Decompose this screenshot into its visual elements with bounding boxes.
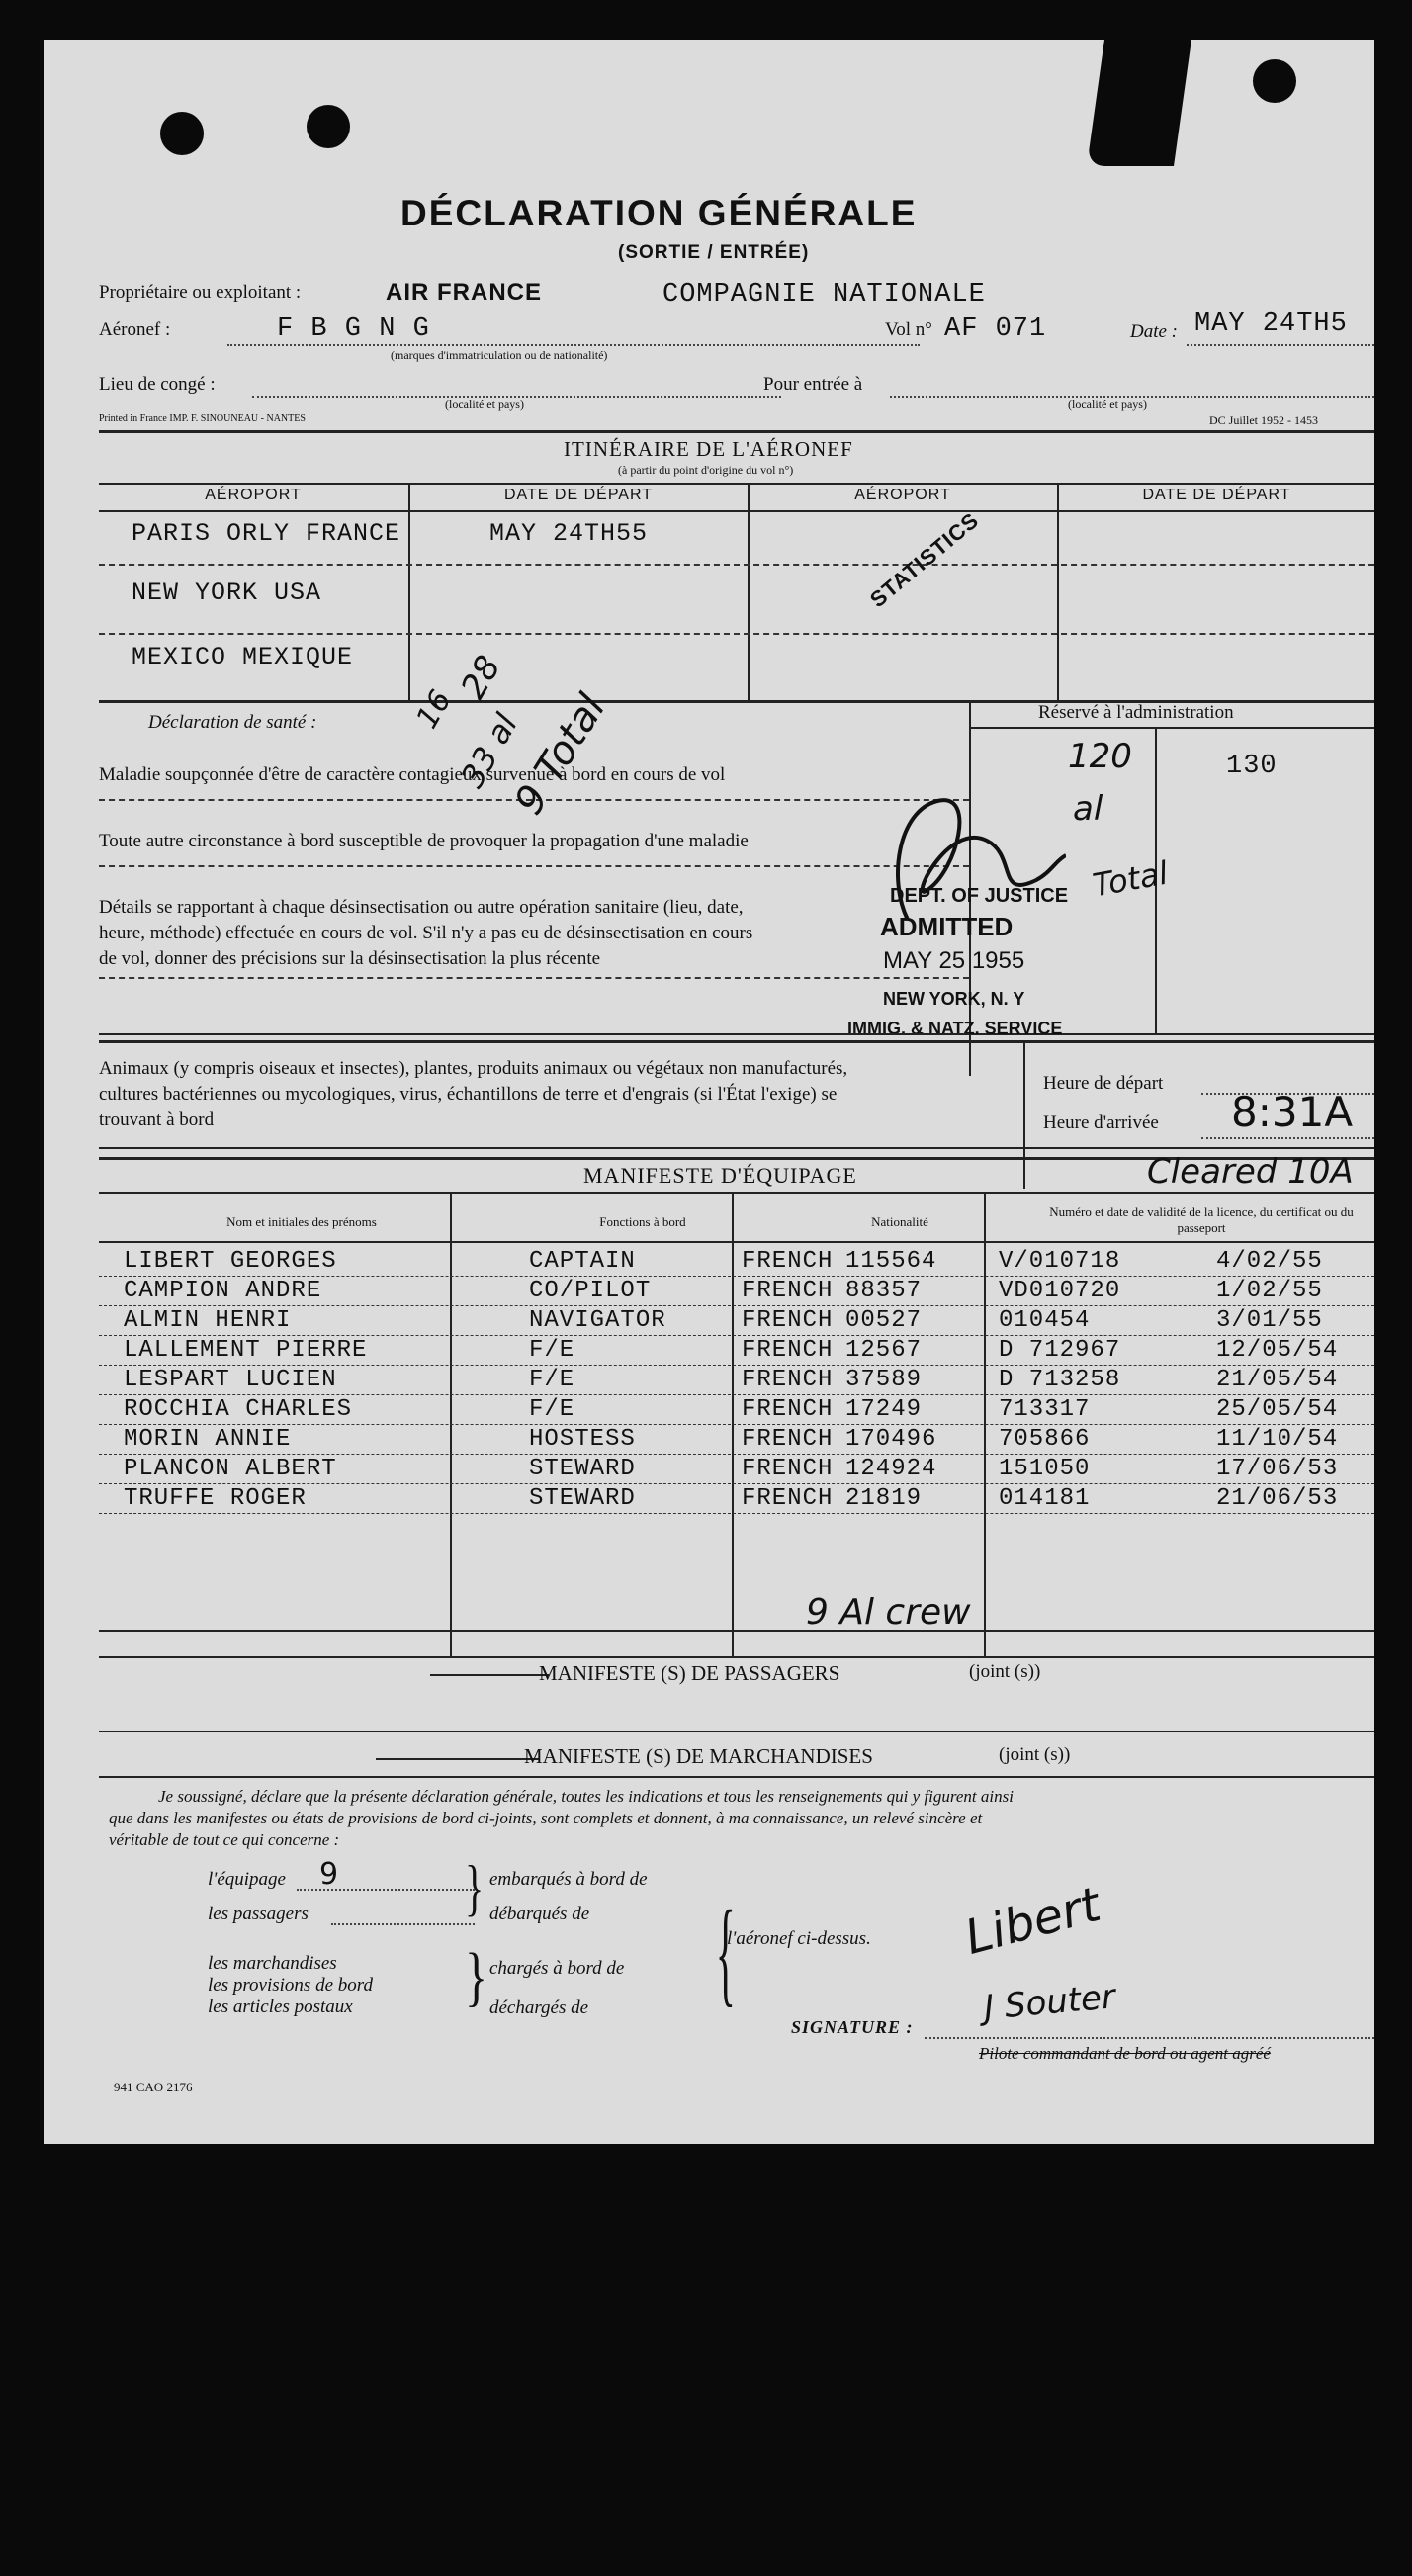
flight-label: Vol n° <box>885 319 932 340</box>
crew-name: ROCCHIA CHARLES <box>124 1396 353 1423</box>
punch-hole <box>307 105 350 148</box>
inspector-signature <box>868 781 997 930</box>
crew-nationality: FRENCH <box>742 1367 834 1393</box>
itin-airport-2: NEW YORK USA <box>132 578 322 607</box>
crew-license-date: 11/10/54 <box>1216 1426 1339 1453</box>
crew-function: HOSTESS <box>529 1426 636 1453</box>
crew-nationality: FRENCH <box>742 1396 834 1423</box>
crew-function: STEWARD <box>529 1456 636 1482</box>
crew-license-date: 3/01/55 <box>1216 1307 1323 1334</box>
departure-time-label: Heure de départ <box>1043 1073 1164 1094</box>
owner-label: Propriétaire ou exploitant : <box>99 282 302 303</box>
crew-license-date: 1/02/55 <box>1216 1278 1323 1304</box>
itin-header-airport-2: AÉROPORT <box>854 487 951 503</box>
itin-header-date-2: DATE DE DÉPART <box>1142 487 1291 503</box>
crew-function: F/E <box>529 1367 575 1393</box>
signature-1: Libert <box>959 1877 1106 1966</box>
admin-hand-total: Total <box>1090 853 1171 905</box>
crew-name: PLANCON ALBERT <box>124 1456 337 1482</box>
crew-function: F/E <box>529 1337 575 1364</box>
crew-function: CAPTAIN <box>529 1248 636 1275</box>
passengers-count-label: les passagers <box>208 1904 309 1924</box>
crew-nationality: FRENCH <box>742 1485 834 1512</box>
date-value: MAY 24TH5 <box>1194 310 1348 339</box>
crew-header-function: Fonctions à bord <box>599 1214 686 1229</box>
owner-value: AIR FRANCE <box>386 279 542 306</box>
crew-name: ALMIN HENRI <box>124 1307 292 1334</box>
crew-nationality-number: 124924 <box>845 1456 937 1482</box>
crew-function: F/E <box>529 1396 575 1423</box>
crew-license-date: 21/06/53 <box>1216 1485 1339 1512</box>
crew-license: D 712967 <box>999 1337 1121 1364</box>
declaration-form: DÉCLARATION GÉNÉRALE (SORTIE / ENTRÉE) Propriétaire ou exploitant : AIR FRANCE COMPAGNIE NATIONALE Aéronef : F B G N G (marques d'immatriculation ou de nationalité) Vol n° AF 071 Date : MAY 24TH5 Lieu de congé : Pour entrée à (localité et pays) (localité et pays) Printed in France IMP. F. SINOUNEAU - NANTES DC Juillet 1952 - 1453 ITINÉRAIRE DE L'AÉRONEF (à partir du point d'origine du vol n°) AÉROPORT DATE DE DÉPART AÉROPORT DATE DE DÉPART PARIS ORLY FRANCE MAY 24TH55 NEW YORK USA MEXICO MEXIQUE STATISTICS Déclaration de santé : Maladie soupçonnée d'être de caractère contagieux survenue à bord en cours de vol Toute autre circonstance à bord susceptible de provoquer la propagation d'une maladie Détails se rapportant à chaque désinsectisation ou autre opération sanitaire (lieu, date, heure, méthode) effectuée en cours de vol. S'il n'y a pas eu de désinsectisation en cours de vol, donner des précisions sur la désinsectisation la plus récente Réservé à l'administration 130 16 28 33 al 9 Total 120 al Total DEPT. OF JUSTICE ADMITTED MAY 25 1955 NEW YORK, N. Y IMMIG. & NATZ. SERVICE Animaux (y compris oiseaux et insectes), plantes, produits animaux ou végétaux non manufacturés, cultures bactériennes ou mycologiques, virus, échantillons de terre et d'engrais (si l'État l'exige) se trouvant à bord Heure de départ Heure d'arrivée 8:31A MANIFESTE D'ÉQUIPAGE Cleared 10A Nom et initiales des prénoms Fonctions à bord Nationalité Numéro et date de validité de la licence, du certificat ou du passeport LIBERT GEORGES CAPTAIN FRENCH 115564 V/010718 4/02/55 CAMPION ANDRE CO/PILOT FRENCH 88357 VD010720 1/02/55 ALMIN HENRI NAVIGATOR FRENCH 00527 010454 3/01/55 LALLEMENT PIERRE F/E FRENCH 12567 D 712967 12/05/54 LESPART LUCIEN F/E FRENCH 37589 D 713258 21/05/54 ROCCHIA CHARLES F/E FRENCH 17249 713317 25/05/54 MORIN ANNIE HOSTESS FRENCH 170496 705866 11/10/54 PLANCON ALBERT STEWARD FRENCH 124924 151050 17/06/53 TRUFFE ROGER STEWARD FRENCH 21819 014181 21/06/53 9 Al crew MANIFESTE (S) DE PASSAGERS (joint (s)) MANIFESTE (S) DE MARCHANDISES (joint (s)) Je soussigné, déclare que la présente déclaration générale, toutes les indications et tous les renseignements qui y figurent ainsi que dans les manifestes ou états de provisions de bord ci-joints, sont complets et donnent, à ma connaissance, un relevé sincère et véritable de tout ce qui concerne : l'équipage 9 les passagers } embarqués à bord de débarqués de les marchandises les provisions de bord les articles postaux } chargés à bord de déchargés de { l'aéronef ci-dessus. Libert J Souter SIGNATURE : Pilote commandant de bord ou agent agréé 941 CAO 2176 <box>44 40 1374 2144</box>
flight-value: AF 071 <box>944 314 1047 344</box>
animals-line-b: cultures bactériennes ou mycologiques, virus, échantillons de terre et d'engrais (si l'État l'exige) se <box>99 1084 838 1105</box>
crew-header-name: Nom et initiales des prénoms <box>226 1214 377 1229</box>
admitted-stamp-date: MAY 25 1955 <box>883 947 1025 974</box>
crew-nationality-number: 115564 <box>845 1248 937 1275</box>
crew-nationality-number: 37589 <box>845 1367 923 1393</box>
signature-role: Pilote commandant de bord ou agent agréé <box>979 2044 1271 2063</box>
disembarked-label: débarqués de <box>489 1904 590 1924</box>
crew-header-license: Numéro et date de validité de la licence, du certificat ou du passeport <box>1049 1204 1354 1235</box>
crew-license: D 713258 <box>999 1367 1121 1393</box>
crew-license: 151050 <box>999 1456 1091 1482</box>
crew-nationality: FRENCH <box>742 1337 834 1364</box>
crew-count-label: l'équipage <box>208 1869 286 1890</box>
tally-c: 33 al <box>453 707 525 794</box>
crew-name: TRUFFE ROGER <box>124 1485 307 1512</box>
crew-name: MORIN ANNIE <box>124 1426 292 1453</box>
goods-joint: (joint (s)) <box>999 1744 1071 1765</box>
itin-airport-1: PARIS ORLY FRANCE <box>132 519 401 548</box>
animals-line-a: Animaux (y compris oiseaux et insectes), plantes, produits animaux ou végétaux non manufacturés, <box>99 1058 848 1079</box>
declaration-line-3: véritable de tout ce qui concerne : <box>109 1830 340 1849</box>
unloaded-label: déchargés de <box>489 1998 589 2018</box>
health-line-2: Toute autre circonstance à bord susceptible de provoquer la propagation d'une maladie <box>99 831 749 851</box>
declaration-line-1: Je soussigné, déclare que la présente déclaration générale, toutes les indications et tous les renseignements qui y figurent ainsi <box>158 1787 1014 1806</box>
form-subtitle: (SORTIE / ENTRÉE) <box>618 242 810 263</box>
passengers-title: MANIFESTE (S) DE PASSAGERS <box>539 1661 840 1685</box>
itinerary-title: ITINÉRAIRE DE L'AÉRONEF <box>564 437 853 461</box>
crew-nationality: FRENCH <box>742 1248 834 1275</box>
crew-license-date: 17/06/53 <box>1216 1456 1339 1482</box>
crew-nationality: FRENCH <box>742 1426 834 1453</box>
aircraft-value: F B G N G <box>277 314 430 344</box>
goods-count-label: les marchandises <box>208 1953 337 1974</box>
signature-label: SIGNATURE : <box>791 2017 914 2037</box>
crew-nationality-number: 21819 <box>845 1485 923 1512</box>
crew-license: 713317 <box>999 1396 1091 1423</box>
crew-nationality-number: 00527 <box>845 1307 923 1334</box>
punch-hole <box>1253 59 1296 103</box>
admin-hand-b: al <box>1073 789 1103 829</box>
crew-license-date: 21/05/54 <box>1216 1367 1339 1393</box>
crew-license-date: 12/05/54 <box>1216 1337 1339 1364</box>
crew-nationality: FRENCH <box>742 1307 834 1334</box>
date-label: Date : <box>1130 321 1179 342</box>
admitted-stamp-title: ADMITTED <box>880 912 1014 941</box>
loaded-label: chargés à bord de <box>489 1958 625 1979</box>
locality-note-left: (localité et pays) <box>445 398 524 411</box>
crew-name: LIBERT GEORGES <box>124 1248 337 1275</box>
footer-code: 941 CAO 2176 <box>114 2080 193 2094</box>
form-code: DC Juillet 1952 - 1453 <box>1209 413 1318 427</box>
crew-nationality-number: 88357 <box>845 1278 923 1304</box>
crew-count-value: 9 <box>319 1857 339 1892</box>
itin-header-date-1: DATE DE DÉPART <box>503 487 654 503</box>
reserved-label: Réservé à l'administration <box>1038 702 1234 723</box>
postal-count-label: les articles postaux <box>208 1997 353 2017</box>
crew-title: MANIFESTE D'ÉQUIPAGE <box>583 1163 857 1188</box>
crew-nationality: FRENCH <box>742 1278 834 1304</box>
crew-nationality-number: 17249 <box>845 1396 923 1423</box>
itinerary-subtitle: (à partir du point d'origine du vol n°) <box>618 463 794 477</box>
goods-title: MANIFESTE (S) DE MARCHANDISES <box>524 1744 873 1768</box>
arrival-time-label: Heure d'arrivée <box>1043 1112 1159 1133</box>
crew-name: LESPART LUCIEN <box>124 1367 337 1393</box>
company-value: COMPAGNIE NATIONALE <box>662 280 986 310</box>
statistics-stamp: STATISTICS <box>865 507 984 613</box>
crew-license-date: 4/02/55 <box>1216 1248 1323 1275</box>
tally-b: 28 <box>453 649 509 706</box>
animals-line-c: trouvant à bord <box>99 1110 215 1130</box>
admin-hand-a: 120 <box>1068 737 1132 776</box>
health-line-1: Maladie soupçonnée d'être de caractère contagieux survenue à bord en cours de vol <box>99 764 726 785</box>
crew-license: 010454 <box>999 1307 1091 1334</box>
crew-name: LALLEMENT PIERRE <box>124 1337 368 1364</box>
departure-place-label: Lieu de congé : <box>99 374 216 395</box>
crew-license: 705866 <box>999 1426 1091 1453</box>
crew-nationality-number: 12567 <box>845 1337 923 1364</box>
declaration-line-2: que dans les manifestes ou états de provisions de bord ci-joints, sont complets et donnent, à ma connaissance, un relevé sincère et <box>109 1809 983 1827</box>
crew-license-date: 25/05/54 <box>1216 1396 1339 1423</box>
itin-date-1: MAY 24TH55 <box>489 519 649 548</box>
aircraft-label: Aéronef : <box>99 319 171 340</box>
health-line-3a: Détails se rapportant à chaque désinsectisation ou autre opération sanitaire (lieu, date, <box>99 897 744 918</box>
crew-license: VD010720 <box>999 1278 1121 1304</box>
crew-hand-note: 9 Al crew <box>806 1592 971 1633</box>
crew-function: CO/PILOT <box>529 1278 652 1304</box>
crew-license: V/010718 <box>999 1248 1121 1275</box>
printer-note: Printed in France IMP. F. SINOUNEAU - NANTES <box>99 413 306 424</box>
locality-note-right: (localité et pays) <box>1068 398 1147 411</box>
crew-header-nationality: Nationalité <box>871 1214 928 1229</box>
tally-a: 16 <box>409 684 459 735</box>
aircraft-note: (marques d'immatriculation ou de nationalité) <box>391 348 608 362</box>
health-line-3c: de vol, donner des précisions sur la désinsectisation la plus récente <box>99 948 601 969</box>
crew-nationality-number: 170496 <box>845 1426 937 1453</box>
admitted-stamp-city: NEW YORK, N. Y <box>883 989 1025 1009</box>
punch-hole <box>160 112 204 155</box>
crew-function: STEWARD <box>529 1485 636 1512</box>
crew-name: CAMPION ANDRE <box>124 1278 322 1304</box>
crew-function: NAVIGATOR <box>529 1307 666 1334</box>
signature-2: J Souter <box>982 1977 1117 2028</box>
health-line-3b: heure, méthode) effectuée en cours de vol. S'il n'y a pas eu de désinsectisation en cours <box>99 923 753 943</box>
admitted-stamp-service: IMMIG. & NATZ. SERVICE <box>847 1019 1063 1038</box>
arrival-time-value: 8:31A <box>1231 1088 1354 1136</box>
tape-mark <box>1087 40 1191 166</box>
entry-label: Pour entrée à <box>763 374 863 395</box>
aircraft-above-label: l'aéronef ci-dessus. <box>727 1928 871 1949</box>
crew-license: 014181 <box>999 1485 1091 1512</box>
health-title: Déclaration de santé : <box>148 712 317 733</box>
admitted-stamp-dept: DEPT. OF JUSTICE <box>890 885 1069 907</box>
itin-header-airport-1: AÉROPORT <box>205 487 302 503</box>
embarked-label: embarqués à bord de <box>489 1869 648 1890</box>
tally-total: 9 Total <box>505 686 615 823</box>
crew-nationality: FRENCH <box>742 1456 834 1482</box>
provisions-count-label: les provisions de bord <box>208 1975 373 1996</box>
cleared-note: Cleared 10A <box>1147 1152 1354 1192</box>
reserved-value: 130 <box>1226 752 1278 781</box>
form-title: DÉCLARATION GÉNÉRALE <box>400 193 918 233</box>
itin-airport-3: MEXICO MEXIQUE <box>132 643 354 671</box>
passengers-joint: (joint (s)) <box>969 1661 1041 1682</box>
